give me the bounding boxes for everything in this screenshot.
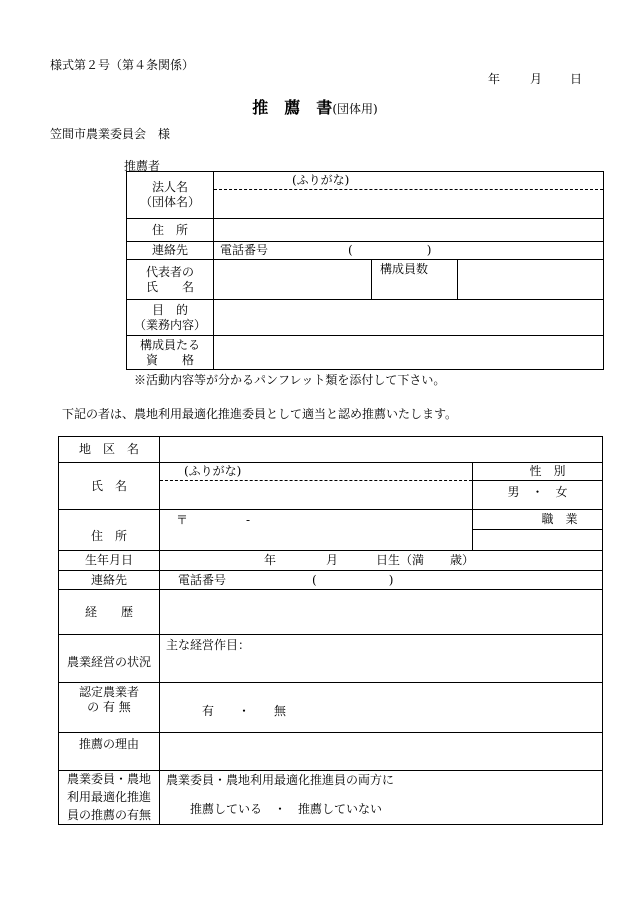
candidate-furigana: (ふりがな) (160, 463, 472, 481)
title-sub: (団体用) (332, 102, 378, 116)
members-count-label: 構成員数 (372, 260, 458, 300)
candidate-address-field[interactable] (160, 510, 473, 551)
dual-label-line1: 農業委員・農地 (66, 772, 151, 786)
candidate-address-label: 住 所 (59, 510, 160, 551)
candidate-contact-field[interactable] (160, 571, 603, 590)
postal-mark: 〒 (176, 512, 189, 527)
qualification-label-line1: 構成員たる (139, 337, 200, 352)
purpose-label-line1: 目 的 (151, 302, 188, 317)
farm-status-field[interactable] (160, 635, 603, 683)
gender-options[interactable]: 男 ・ 女 (507, 485, 568, 499)
recommender-address-label: 住 所 (127, 219, 214, 242)
birthdate-year: 年 (264, 553, 277, 567)
corp-furigana: (ふりがな) (214, 172, 603, 190)
recommender-phone-paren-open: ( (348, 243, 353, 257)
certified-label-line1: 認定農業者 (78, 685, 139, 699)
qualification-label-line2: 資 格 (145, 352, 194, 367)
occupation-field[interactable] (473, 530, 602, 550)
candidate-name-field[interactable] (160, 463, 473, 510)
dual-recommendation-field (160, 771, 603, 825)
representative-label-line2: 氏 名 (145, 279, 194, 294)
candidate-phone-paren-open: ( (312, 572, 317, 587)
representative-label (127, 260, 214, 300)
occupation-label: 職 業 (473, 510, 602, 530)
recommender-contact-field[interactable] (214, 242, 604, 260)
purpose-label (127, 300, 214, 336)
date-line (488, 70, 582, 87)
recommender-phone-paren-close: ) (426, 243, 432, 257)
birthdate-field[interactable] (160, 551, 603, 571)
career-label: 経 歴 (59, 590, 160, 635)
addressee: 笠間市農業委員会 様 (50, 127, 171, 141)
candidate-name-label: 氏 名 (59, 463, 160, 510)
occupation-cell (473, 510, 603, 551)
birthdate-month: 月 (326, 553, 339, 567)
dual-label-line2: 利用最適化推進 (66, 790, 151, 804)
recommender-address-field[interactable] (214, 219, 604, 242)
candidate-table (58, 436, 603, 825)
certified-options[interactable]: 有 ・ 無 (160, 683, 603, 733)
recommender-contact-label: 連絡先 (127, 242, 214, 260)
title-main: 推 薦 書 (252, 98, 333, 117)
recommendation-statement: 下記の者は、農地利用最適化推進委員として適当と認め推薦いたします。 (62, 407, 458, 421)
attachment-note: ※活動内容等が分かるパンフレット類を添付して下さい。 (134, 373, 446, 387)
certified-label-line2: の 有 無 (87, 700, 131, 714)
career-field[interactable] (160, 590, 603, 635)
purpose-label-line2: （業務内容） (133, 317, 206, 332)
farm-status-label: 農業経営の状況 (59, 635, 160, 683)
date-day-label: 日 (570, 72, 583, 86)
candidate-phone-label: 電話番号 (178, 572, 227, 587)
corp-name-label (127, 172, 214, 219)
district-field[interactable] (160, 437, 603, 463)
dual-recommendation-label (59, 771, 160, 825)
gender-cell (473, 463, 603, 510)
dual-options[interactable]: 推薦している ・ 推薦していない (190, 802, 383, 816)
district-label: 地 区 名 (59, 437, 160, 463)
dual-label-line3: 員の推薦の有無 (66, 808, 151, 822)
representative-label-line1: 代表者の (145, 264, 194, 279)
purpose-field[interactable] (214, 300, 604, 336)
qualification-field[interactable] (214, 336, 604, 370)
birthdate-day-age: 日生（満 (376, 553, 425, 567)
document-title (0, 95, 630, 118)
main-crop-label: 主な経営作目： (166, 638, 251, 652)
postal-dash: - (246, 512, 251, 527)
birthdate-label: 生年月日 (59, 551, 160, 571)
reason-field[interactable] (160, 733, 603, 771)
recommender-section-label: 推薦者 (124, 159, 161, 173)
members-count-field[interactable] (458, 260, 604, 300)
corp-name-label-line2: （団体名） (139, 195, 200, 209)
recommender-table (126, 171, 604, 370)
corp-name-label-line1: 法人名 (151, 180, 188, 194)
certified-farmer-label (59, 683, 160, 733)
representative-field[interactable] (214, 260, 372, 300)
candidate-contact-label: 連絡先 (59, 571, 160, 590)
gender-label: 性 別 (473, 463, 602, 481)
candidate-phone-paren-close: ) (388, 572, 394, 587)
postal-code-line (160, 511, 472, 530)
date-year-label: 年 (488, 72, 501, 86)
dual-question: 農業委員・農地利用最適化推進員の両方に (166, 773, 395, 787)
date-month-label: 月 (530, 72, 543, 86)
corp-name-field[interactable] (214, 172, 604, 219)
birthdate-age-close: 歳） (450, 553, 475, 567)
form-number: 様式第２号（第４条関係） (50, 58, 195, 72)
qualification-label (127, 336, 214, 370)
recommender-phone-label: 電話番号 (220, 243, 269, 257)
reason-label: 推薦の理由 (59, 733, 160, 771)
